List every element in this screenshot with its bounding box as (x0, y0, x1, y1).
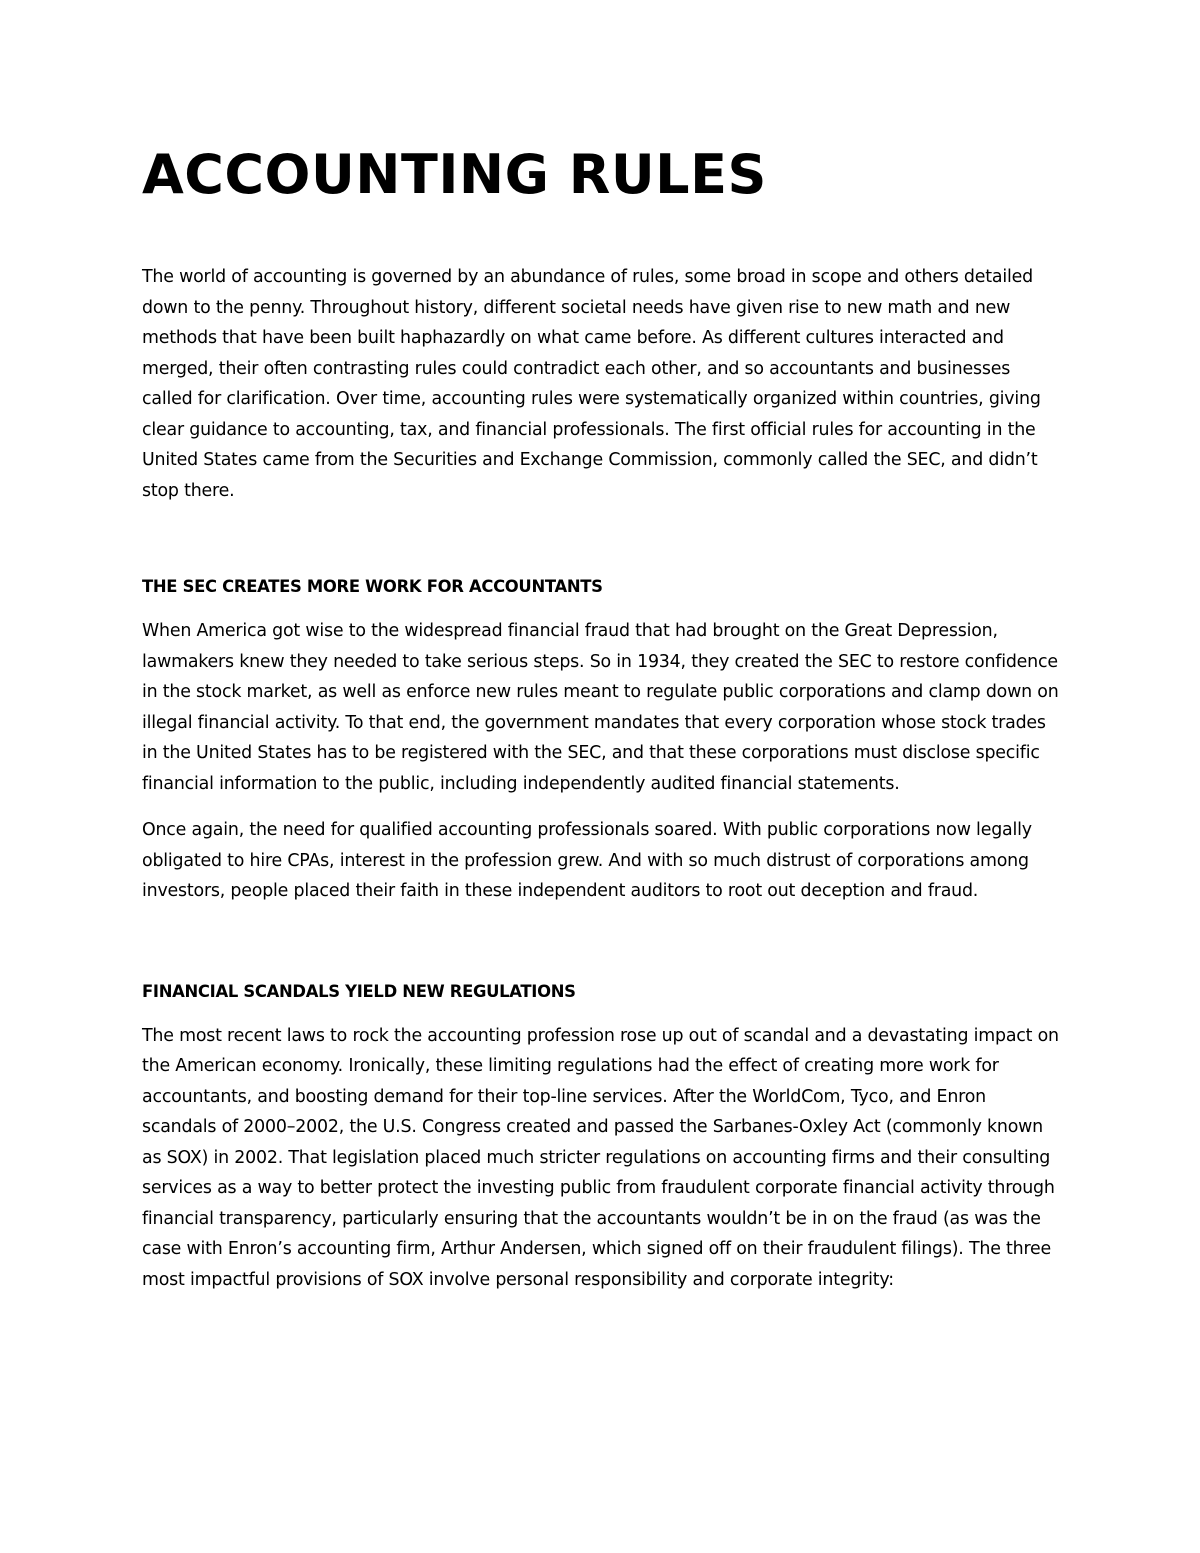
section-paragraph: When America got wise to the widespread financial fraud that had brought on the Great Depression, lawmakers knew they needed to take serious steps. So in 1934, they created the SEC to restore confidence in the stock market, as well as enforce new rules meant to regulate public corporations and clamp down on illegal financial activity. To that end, the government mandates that every corporation whose stock trades in the United States has to be registered with the SEC, and that these corporations must disclose specific financial information to the public, including independently audited financial statements. (142, 621, 1059, 794)
section-heading: FINANCIAL SCANDALS YIELD NEW REGULATIONS (142, 981, 576, 1001)
document-body (142, 140, 1062, 1295)
section-paragraph: Once again, the need for qualified accounting professionals soared. With public corporations now legally obligated to hire CPAs, interest in the profession grew. And with so much distrust of corporations among investors, people placed their faith in these independent auditors to root out deception and fraud. (142, 820, 1032, 901)
section-heading: THE SEC CREATES MORE WORK FOR ACCOUNTANTS (142, 577, 603, 596)
section-sec-creates-work (142, 572, 1062, 907)
intro-paragraph: The world of accounting is governed by an abundance of rules, some broad in scope and others detailed down to the penny. Throughout history, different societal needs have given rise to new math and new methods that have been built haphazardly on what came before. As different cultures interacted and merged, their often contrasting rules could contradict each other, and so accountants and businesses called for clarification. Over time, accounting rules were systematically organized within countries, giving clear guidance to accounting, tax, and financial professionals. The first official rules for accounting in the United States came from the Securities and Exchange Commission, commonly called the SEC, and didn’t stop there. (142, 267, 1041, 501)
document-title: ACCOUNTING RULES (142, 143, 767, 206)
section-paragraph: The most recent laws to rock the accounting profession rose up out of scandal and a devastating impact on the American economy. Ironically, these limiting regulations had the effect of creating more work for accountants, and boosting demand for their top-line services. After the WorldCom, Tyco, and Enron scandals of 2000–2002, the U.S. Congress created and passed the Sarbanes-Oxley Act (commonly known as SOX) in 2002. That legislation placed much stricter regulations on accounting firms and their consulting services as a way to better protect the investing public from fraudulent corporate financial activity through financial transparency, particularly ensuring that the accountants wouldn’t be in on the fraud (as was the case with Enron’s accounting firm, Arthur Andersen, which signed off on their fraudulent filings). The three most impactful provisions of SOX involve personal responsibility and corporate integrity: (142, 1025, 1059, 1290)
section-financial-scandals (142, 977, 1062, 1296)
